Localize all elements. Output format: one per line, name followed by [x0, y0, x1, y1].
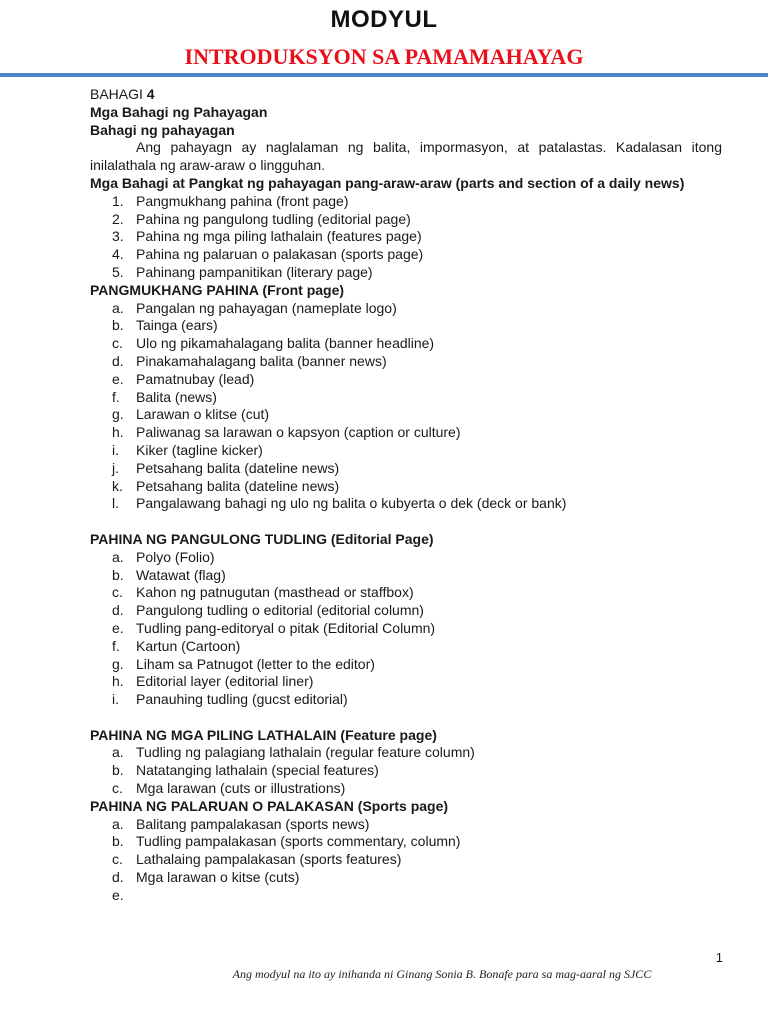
- list-item-marker: e.: [112, 370, 124, 387]
- list-item: [90, 389, 722, 407]
- list-item: [90, 264, 722, 282]
- list-item-text: Petsahang balita (dateline news): [136, 477, 340, 494]
- sports-page-list: [90, 816, 722, 905]
- list-item-text: Pangalan ng pahayagan (nameplate logo): [136, 299, 397, 316]
- heading-bahagi-ng-pahayagan: Bahagi ng pahayagan: [90, 121, 235, 138]
- list-item: [90, 353, 722, 371]
- list-item-text: Larawan o klitse (cut): [136, 406, 270, 423]
- header-divider: [0, 73, 768, 77]
- parts-list: [90, 193, 722, 282]
- list-item: [90, 816, 722, 834]
- list-item-marker: a.: [112, 548, 124, 565]
- editorial-page-list: [90, 549, 722, 709]
- list-item-marker: a.: [112, 299, 124, 316]
- list-item: [90, 584, 722, 602]
- list-item-text: Petsahang balita (dateline news): [136, 459, 340, 476]
- list-item-text: Balitang pampalakasan (sports news): [136, 815, 370, 832]
- list-item-text: Pangmukhang pahina (front page): [136, 192, 349, 209]
- parts-heading: Mga Bahagi at Pangkat ng pahayagan pang-araw-araw (parts and section of a daily news): [90, 174, 685, 191]
- list-item-marker: a.: [112, 744, 124, 761]
- list-item: [90, 833, 722, 851]
- list-item: [90, 620, 722, 638]
- list-item-text: Tainga (ears): [136, 317, 218, 334]
- document-subtitle: INTRODUKSYON SA PAMAMAHAYAG: [184, 44, 584, 69]
- list-item: [90, 780, 722, 798]
- list-item-text: Tudling pampalakasan (sports commentary, column): [136, 833, 461, 850]
- list-item-marker: d.: [112, 602, 124, 619]
- list-item-marker: d.: [112, 352, 124, 369]
- list-item: [90, 335, 722, 353]
- list-item-text: Liham sa Patnugot (letter to the editor): [136, 655, 375, 672]
- list-item-marker: e.: [112, 886, 124, 903]
- list-item: [90, 638, 722, 656]
- list-item-marker: 1.: [112, 192, 124, 209]
- list-item-marker: d.: [112, 869, 124, 886]
- list-item: [90, 406, 722, 424]
- footer-note: Ang modyul na ito ay inihanda ni Ginang Sonia B. Bonafe para sa mag-aaral ng SJCC: [232, 967, 652, 981]
- list-item: [90, 567, 722, 585]
- list-item-text: Pahina ng pangulong tudling (editorial page): [136, 210, 411, 227]
- editorial-page-heading: PAHINA NG PANGULONG TUDLING (Editorial Page): [90, 530, 434, 547]
- list-item-text: Lathalaing pampalakasan (sports features): [136, 851, 402, 868]
- list-item-marker: f.: [112, 637, 120, 654]
- list-item-marker: c.: [112, 584, 123, 601]
- list-item: [90, 851, 722, 869]
- list-item-text: Kiker (tagline kicker): [136, 441, 263, 458]
- list-item-text: Pahina ng mga piling lathalain (features page): [136, 228, 422, 245]
- section-number: 4: [146, 86, 155, 102]
- list-item-text: Kartun (Cartoon): [136, 637, 241, 654]
- list-item-text: Kahon ng patnugutan (masthead or staffbox): [136, 584, 414, 601]
- list-item-text: Natatanging lathalain (special features): [136, 762, 379, 779]
- list-item-text: Ulo ng pikamahalagang balita (banner headline): [136, 335, 435, 352]
- list-item-marker: b.: [112, 762, 124, 779]
- section-label-text: BAHAGI: [90, 86, 143, 102]
- list-item: [90, 424, 722, 442]
- document-title: MODYUL: [330, 6, 438, 33]
- list-item-text: Panauhing tudling (gucst editorial): [136, 691, 348, 708]
- list-item-text: Pamatnubay (lead): [136, 370, 255, 387]
- page-number: 1: [715, 950, 723, 965]
- list-item: [90, 442, 722, 460]
- list-item-marker: g.: [112, 406, 124, 423]
- list-item-marker: e.: [112, 619, 124, 636]
- list-item-marker: l.: [112, 495, 119, 512]
- list-item: [90, 478, 722, 496]
- list-item-marker: 2.: [112, 210, 124, 227]
- feature-page-list: [90, 744, 722, 797]
- spacer: [90, 709, 722, 727]
- heading-mga-bahagi: Mga Bahagi ng Pahayagan: [90, 103, 268, 120]
- list-item: [90, 246, 722, 264]
- list-item: [90, 228, 722, 246]
- list-item-text: Polyo (Folio): [136, 548, 215, 565]
- list-item: [90, 887, 722, 905]
- list-item-marker: i.: [112, 691, 119, 708]
- list-item-marker: j.: [112, 459, 119, 476]
- list-item: [90, 371, 722, 389]
- list-item-marker: f.: [112, 388, 120, 405]
- list-item-marker: 4.: [112, 246, 124, 263]
- list-item-text: Pinakamahalagang balita (banner news): [136, 352, 387, 369]
- intro-paragraph: Ang pahayagn ay naglalaman ng balita, impormasyon, at patalastas. Kadalasan itong inilalathala ng araw-araw o lingguhan.: [90, 139, 722, 174]
- list-item: [90, 656, 722, 674]
- list-item-marker: h.: [112, 424, 124, 441]
- list-item: [90, 211, 722, 229]
- list-item: [90, 691, 722, 709]
- list-item-text: Editorial layer (editorial liner): [136, 673, 314, 690]
- list-item-text: Watawat (flag): [136, 566, 226, 583]
- feature-page-heading: PAHINA NG MGA PILING LATHALAIN (Feature page): [90, 726, 437, 743]
- list-item-marker: g.: [112, 655, 124, 672]
- list-item-text: Balita (news): [136, 388, 217, 405]
- front-page-list: [90, 300, 722, 514]
- list-item-text: Paliwanag sa larawan o kapsyon (caption or culture): [136, 424, 461, 441]
- list-item-marker: k.: [112, 477, 123, 494]
- list-item-marker: 5.: [112, 263, 124, 280]
- list-item-marker: c.: [112, 335, 123, 352]
- list-item: [90, 460, 722, 478]
- front-page-heading: PANGMUKHANG PAHINA (Front page): [90, 281, 345, 298]
- list-item-text: Tudling pang-editoryal o pitak (Editorial Column): [136, 619, 436, 636]
- list-item-text: Mga larawan (cuts or illustrations): [136, 780, 346, 797]
- list-item-text: Tudling ng palagiang lathalain (regular feature column): [136, 744, 475, 761]
- list-item: [90, 762, 722, 780]
- list-item: [90, 495, 722, 513]
- list-item-marker: h.: [112, 673, 124, 690]
- list-item-marker: a.: [112, 815, 124, 832]
- list-item: [90, 673, 722, 691]
- list-item: [90, 602, 722, 620]
- list-item-marker: c.: [112, 780, 123, 797]
- spacer: [90, 513, 722, 531]
- list-item-text: Mga larawan o kitse (cuts): [136, 869, 300, 886]
- list-item: [90, 549, 722, 567]
- list-item-marker: 3.: [112, 228, 124, 245]
- list-item: [90, 869, 722, 887]
- list-item-text: Pangalawang bahagi ng ulo ng balita o kubyerta o dek (deck or bank): [136, 495, 567, 512]
- list-item-marker: i.: [112, 441, 119, 458]
- list-item: [90, 744, 722, 762]
- list-item-marker: b.: [112, 566, 124, 583]
- list-item: [90, 300, 722, 318]
- list-item: [90, 193, 722, 211]
- list-item-marker: c.: [112, 851, 123, 868]
- sports-page-heading: PAHINA NG PALARUAN O PALAKASAN (Sports page): [90, 797, 449, 814]
- list-item: [90, 317, 722, 335]
- list-item-marker: b.: [112, 317, 124, 334]
- section-label: [90, 86, 722, 104]
- list-item-text: Pangulong tudling o editorial (editorial column): [136, 602, 424, 619]
- document-body: [90, 86, 722, 905]
- list-item-text: Pahinang pampanitikan (literary page): [136, 263, 373, 280]
- list-item-text: Pahina ng palaruan o palakasan (sports page): [136, 246, 424, 263]
- list-item-marker: b.: [112, 833, 124, 850]
